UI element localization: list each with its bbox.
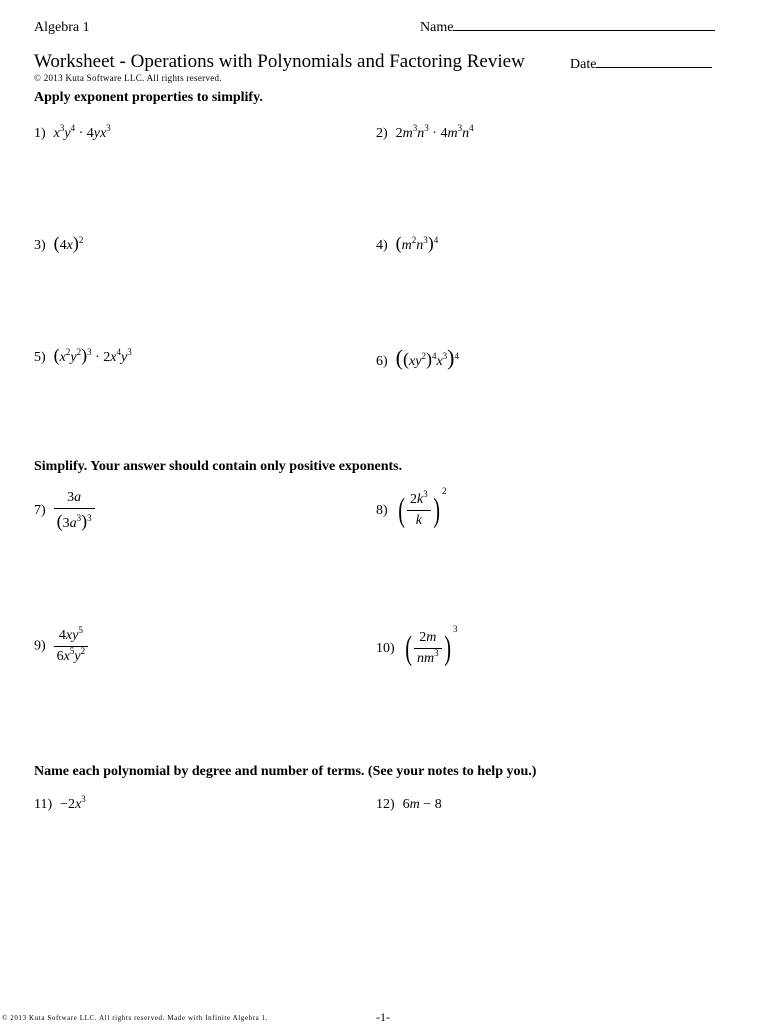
problem-11 — [34, 795, 86, 813]
problem-5 — [34, 345, 132, 366]
problem-number: 1) — [34, 126, 46, 141]
problem-number: 10) — [376, 641, 395, 656]
problem-expression: $2m^3n^3 \cdot 4m^3n^4$ — [395, 123, 474, 141]
worksheet-title: Worksheet - Operations with Polynomials and Factoring Review — [34, 51, 525, 72]
problem-expression: $((xy^2)^4x^3)^4$ — [395, 345, 459, 370]
problem-9 — [34, 625, 88, 665]
course-label: Algebra 1 — [34, 20, 90, 35]
problem-3 — [34, 233, 83, 254]
problem-number: 2) — [376, 126, 388, 141]
problem-number: 6) — [376, 354, 388, 369]
date-field[interactable] — [570, 57, 712, 73]
problem-expression: $(4x)^2$ — [53, 233, 84, 253]
problem-number: 8) — [376, 503, 388, 518]
section-instruction: Apply exponent properties to simplify. — [34, 90, 263, 105]
name-label: Name — [420, 20, 454, 35]
problem-number: 9) — [34, 638, 46, 654]
problem-12 — [376, 795, 442, 813]
problem-7 — [34, 490, 95, 532]
problem-8 — [376, 486, 447, 530]
problem-expression: $\frac{4xy^5}{6x^5y^2}$ — [54, 639, 88, 654]
problem-expression: ( $\frac{2k^3}{k}$ )$^2$ — [397, 486, 447, 529]
problem-2 — [376, 124, 474, 142]
section-instruction: Name each polynomial by degree and number of terms. (See your notes to help you.) — [34, 764, 537, 779]
problem-number: 4) — [376, 238, 388, 253]
problem-expression: 6m − 8 — [402, 797, 442, 812]
problem-10 — [376, 624, 457, 668]
problem-6 — [376, 345, 459, 371]
copyright-notice: © 2013 Kuta Software LLC. All rights reserved. — [34, 73, 222, 83]
problem-expression: $(m^2n^3)^4$ — [395, 233, 439, 253]
problem-expression: $(x^2y^2)^3 \cdot 2x^4y^3$ — [53, 345, 132, 365]
footer-copyright: © 2013 Kuta Software LLC. All rights reserved. Made with Infinite Algebra 1. — [2, 1014, 269, 1022]
problem-1 — [34, 124, 111, 142]
problem-expression: $\frac{3a}{(3a^3)^3}$ — [54, 503, 95, 518]
problem-number: 5) — [34, 350, 46, 365]
problem-number: 11) — [34, 797, 53, 812]
problem-number: 3) — [34, 238, 46, 253]
problem-4 — [376, 233, 438, 254]
problem-expression: ( $\frac{2m}{nm^3}$ )$^3$ — [404, 624, 458, 667]
problem-number: 7) — [34, 503, 46, 519]
page-number: -1- — [376, 1010, 390, 1024]
problem-expression: $-2x^3$ — [60, 794, 86, 812]
problem-expression: $x^3y^4 \cdot 4yx^3$ — [53, 123, 111, 141]
section-instruction: Simplify. Your answer should contain only positive exponents. — [34, 459, 403, 474]
problem-number: 12) — [376, 797, 395, 812]
date-label: Date — [570, 57, 597, 72]
name-field[interactable] — [420, 20, 715, 36]
date-line[interactable] — [596, 67, 712, 68]
name-line[interactable] — [453, 30, 715, 31]
